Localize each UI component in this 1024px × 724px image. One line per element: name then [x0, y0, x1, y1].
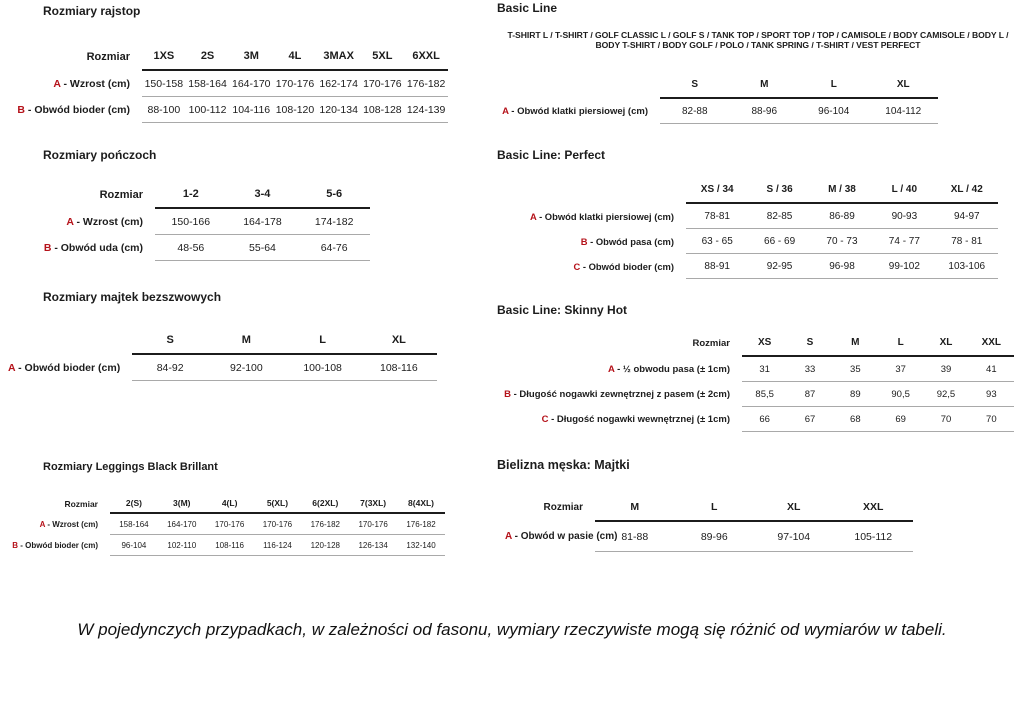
column-header: 8(4XL) — [397, 498, 445, 513]
cell-value: 124-139 — [404, 97, 448, 123]
cell-value: 89-96 — [675, 521, 755, 552]
table-row — [8, 513, 445, 535]
row-letter: B — [504, 389, 511, 400]
header-row — [8, 188, 370, 208]
basic-line-products-list: T-SHIRT L / T-SHIRT / GOLF CLASSIC L / GOLF S / TANK TOP / SPORT TOP / TOP / CAMISOLE / BODY CAMISOLE / BODY L / BODY T-SHIRT / BODY GOLF / POLO / TANK SPRING / T-SHIRT / VEST PERFECT — [507, 30, 1009, 50]
cell-value: 170-176 — [206, 513, 254, 535]
column-header: 3-4 — [227, 188, 299, 208]
cell-value: 100-112 — [186, 97, 230, 123]
header-row — [505, 501, 913, 521]
column-header: 5-6 — [298, 188, 370, 208]
cell-value: 158-164 — [186, 70, 230, 97]
table-basic-line-perfect — [500, 184, 998, 279]
cell-value: 108-120 — [273, 97, 317, 123]
column-header: L — [675, 501, 755, 521]
size-table — [8, 188, 370, 261]
cell-value: 97-104 — [754, 521, 834, 552]
cell-value: 81-88 — [595, 521, 675, 552]
cell-value: 88-100 — [142, 97, 186, 123]
size-label-header: Rozmiar — [86, 50, 130, 63]
table-row — [505, 521, 913, 552]
row-label: B - Obwód pasa (cm) — [580, 236, 674, 247]
table-leggings — [8, 498, 445, 556]
header-row — [8, 50, 448, 70]
cell-value: 69 — [878, 407, 923, 432]
cell-value: 64-76 — [298, 235, 370, 261]
row-letter: A — [39, 519, 46, 529]
section-title-ponczoch: Rozmiary pończoch — [43, 148, 157, 162]
column-header: XS — [742, 337, 787, 356]
size-table — [8, 50, 448, 123]
cell-value: 84-92 — [132, 354, 208, 381]
cell-value: 85,5 — [742, 382, 787, 407]
cell-value: 66 — [742, 407, 787, 432]
row-label: B - Obwód uda (cm) — [43, 242, 143, 254]
cell-value: 68 — [833, 407, 878, 432]
header-row — [493, 337, 1014, 356]
size-label-header: Rozmiar — [543, 501, 583, 513]
column-header: S / 36 — [748, 184, 810, 203]
size-label-header — [500, 184, 686, 203]
row-label: A - Wzrost (cm) — [39, 519, 98, 529]
column-header: M / 38 — [811, 184, 873, 203]
cell-value: 108-128 — [361, 97, 405, 123]
section-title-bielizna-meska: Bielizna męska: Majtki — [497, 458, 630, 472]
size-label-header: Rozmiar — [692, 337, 730, 349]
row-letter: B — [580, 236, 588, 247]
cell-value: 116-124 — [254, 535, 302, 556]
column-header: 4(L) — [206, 498, 254, 513]
column-header: 3MAX — [317, 50, 361, 70]
cell-value: 89 — [833, 382, 878, 407]
row-label: A - Obwód klatki piersiowej (cm) — [502, 105, 648, 117]
cell-value: 31 — [742, 356, 787, 382]
column-header: 1XS — [142, 50, 186, 70]
cell-value: 170-176 — [349, 513, 397, 535]
cell-value: 164-170 — [158, 513, 206, 535]
row-label: A - Obwód bioder (cm) — [8, 361, 121, 374]
row-label: B - Obwód bioder (cm) — [17, 104, 130, 116]
column-header: 6XXL — [404, 50, 448, 70]
table-row — [493, 356, 1014, 382]
column-header: 5(XL) — [254, 498, 302, 513]
cell-value: 176-182 — [397, 513, 445, 535]
cell-value: 82-85 — [748, 203, 810, 229]
cell-value: 164-178 — [227, 208, 299, 235]
cell-value: 96-104 — [110, 535, 158, 556]
row-letter: B — [17, 104, 25, 116]
cell-value: 99-102 — [873, 254, 935, 279]
cell-value: 67 — [787, 407, 832, 432]
table-row — [8, 70, 448, 97]
size-table — [500, 184, 998, 279]
row-letter: B — [12, 541, 18, 550]
cell-value: 78 - 81 — [936, 229, 998, 254]
cell-value: 88-96 — [730, 98, 800, 124]
column-header: 5XL — [361, 50, 405, 70]
table-basic-line-skinny-hot — [493, 337, 1014, 432]
column-header: M — [833, 337, 878, 356]
size-label-header: Rozmiar — [64, 498, 98, 509]
cell-value: 176-182 — [301, 513, 349, 535]
table-row — [8, 208, 370, 235]
section-title-leggings: Rozmiary Leggings Black Brillant — [43, 461, 218, 473]
table-bielizna-meska — [505, 501, 913, 552]
cell-value: 150-158 — [142, 70, 186, 97]
cell-value: 108-116 — [206, 535, 254, 556]
cell-value: 70 — [923, 407, 968, 432]
row-label: A - ½ obwodu pasa (± 1cm) — [607, 363, 730, 375]
table-row — [500, 203, 998, 229]
table-row — [500, 229, 998, 254]
cell-value: 170-176 — [273, 70, 317, 97]
cell-value: 55-64 — [227, 235, 299, 261]
table-majtek-bezszwowych — [8, 334, 437, 381]
table-ponczoch — [8, 188, 370, 261]
column-header: S — [660, 79, 730, 98]
cell-value: 96-98 — [811, 254, 873, 279]
table-row — [500, 98, 938, 124]
column-header: M — [730, 79, 800, 98]
cell-value: 41 — [969, 356, 1014, 382]
table-basic-line — [500, 79, 938, 124]
column-header: XL / 42 — [936, 184, 998, 203]
column-header: 1-2 — [155, 188, 227, 208]
column-header: XXL — [969, 337, 1014, 356]
cell-value: 132-140 — [397, 535, 445, 556]
row-letter: A — [505, 530, 512, 542]
row-label: B - Obwód bioder (cm) — [12, 541, 98, 550]
row-letter: A — [530, 210, 537, 222]
size-label-header — [500, 79, 660, 98]
header-row — [500, 184, 998, 203]
row-label: A - Wzrost (cm) — [53, 77, 130, 90]
cell-value: 82-88 — [660, 98, 730, 124]
table-row — [493, 407, 1014, 432]
table-row — [8, 535, 445, 556]
column-header: 4L — [273, 50, 317, 70]
size-label-header — [8, 334, 132, 354]
cell-value: 162-174 — [317, 70, 361, 97]
cell-value: 120-134 — [317, 97, 361, 123]
section-title-basic-line-skinny-hot: Basic Line: Skinny Hot — [497, 303, 628, 317]
column-header: S — [132, 334, 208, 354]
cell-value: 70 — [969, 407, 1014, 432]
cell-value: 87 — [787, 382, 832, 407]
header-row — [8, 498, 445, 513]
table-row — [493, 382, 1014, 407]
column-header: M — [208, 334, 284, 354]
cell-value: 105-112 — [834, 521, 914, 552]
row-label: A - Obwód klatki piersiowej (cm) — [530, 210, 674, 222]
row-letter: B — [43, 242, 52, 254]
row-letter: C — [573, 261, 581, 272]
row-label: B - Długość nogawki zewnętrznej z pasem (± 2cm) — [504, 389, 730, 400]
column-header: 6(2XL) — [301, 498, 349, 513]
column-header: L / 40 — [873, 184, 935, 203]
table-row — [8, 235, 370, 261]
cell-value: 92-95 — [748, 254, 810, 279]
cell-value: 158-164 — [110, 513, 158, 535]
column-header: L — [285, 334, 361, 354]
row-letter: A — [66, 215, 74, 228]
column-header: M — [595, 501, 675, 521]
row-letter: A — [53, 77, 61, 90]
cell-value: 108-116 — [361, 354, 437, 381]
size-table — [505, 501, 913, 552]
cell-value: 63 - 65 — [686, 229, 748, 254]
column-header: 3M — [229, 50, 273, 70]
cell-value: 102-110 — [158, 535, 206, 556]
cell-value: 78-81 — [686, 203, 748, 229]
size-table — [500, 79, 938, 124]
cell-value: 37 — [878, 356, 923, 382]
column-header: XS / 34 — [686, 184, 748, 203]
cell-value: 93 — [969, 382, 1014, 407]
column-header: 3(M) — [158, 498, 206, 513]
size-table — [8, 334, 437, 381]
column-header: 2(S) — [110, 498, 158, 513]
cell-value: 170-176 — [361, 70, 405, 97]
column-header: XL — [361, 334, 437, 354]
cell-value: 100-108 — [285, 354, 361, 381]
column-header: XL — [923, 337, 968, 356]
row-label: C - Długość nogawki wewnętrznej (± 1cm) — [541, 414, 730, 425]
cell-value: 33 — [787, 356, 832, 382]
row-letter: A — [8, 361, 16, 374]
section-title-basic-line: Basic Line — [497, 1, 558, 15]
row-label: C - Obwód bioder (cm) — [573, 261, 674, 272]
size-label-header: Rozmiar — [99, 188, 143, 201]
column-header: 2S — [186, 50, 230, 70]
header-row — [500, 79, 938, 98]
section-title-majtek-bezszwowych: Rozmiary majtek bezszwowych — [43, 290, 222, 304]
cell-value: 48-56 — [155, 235, 227, 261]
cell-value: 86-89 — [811, 203, 873, 229]
cell-value: 96-104 — [799, 98, 869, 124]
cell-value: 66 - 69 — [748, 229, 810, 254]
column-header: XXL — [834, 501, 914, 521]
cell-value: 39 — [923, 356, 968, 382]
column-header: XL — [754, 501, 834, 521]
cell-value: 103-106 — [936, 254, 998, 279]
cell-value: 164-170 — [229, 70, 273, 97]
cell-value: 92,5 — [923, 382, 968, 407]
cell-value: 90-93 — [873, 203, 935, 229]
header-row — [8, 334, 437, 354]
size-table — [8, 498, 445, 556]
section-title-basic-line-perfect: Basic Line: Perfect — [497, 148, 606, 162]
row-label: A - Wzrost (cm) — [66, 215, 143, 228]
cell-value: 176-182 — [404, 70, 448, 97]
cell-value: 35 — [833, 356, 878, 382]
cell-value: 104-116 — [229, 97, 273, 123]
row-letter: A — [502, 105, 509, 117]
cell-value: 74 - 77 — [873, 229, 935, 254]
column-header: L — [799, 79, 869, 98]
cell-value: 170-176 — [254, 513, 302, 535]
table-rajstop — [8, 50, 448, 123]
cell-value: 150-166 — [155, 208, 227, 235]
row-letter: A — [607, 363, 615, 375]
cell-value: 92-100 — [208, 354, 284, 381]
cell-value: 90,5 — [878, 382, 923, 407]
column-header: 7(3XL) — [349, 498, 397, 513]
cell-value: 88-91 — [686, 254, 748, 279]
section-title-rajstop: Rozmiary rajstop — [43, 4, 141, 18]
column-header: L — [878, 337, 923, 356]
column-header: XL — [869, 79, 939, 98]
table-row — [8, 354, 437, 381]
size-table — [493, 337, 1014, 432]
cell-value: 120-128 — [301, 535, 349, 556]
cell-value: 174-182 — [298, 208, 370, 235]
table-row — [500, 254, 998, 279]
cell-value: 94-97 — [936, 203, 998, 229]
table-row — [8, 97, 448, 123]
column-header: S — [787, 337, 832, 356]
cell-value: 104-112 — [869, 98, 939, 124]
row-letter: C — [541, 414, 549, 425]
cell-value: 70 - 73 — [811, 229, 873, 254]
cell-value: 126-134 — [349, 535, 397, 556]
row-label: A - Obwód w pasie (cm) — [505, 530, 618, 542]
disclaimer-note: W pojedynczych przypadkach, w zależności od fasonu, wymiary rzeczywiste mogą się różnić od wymiarów w tabeli. — [77, 620, 947, 639]
